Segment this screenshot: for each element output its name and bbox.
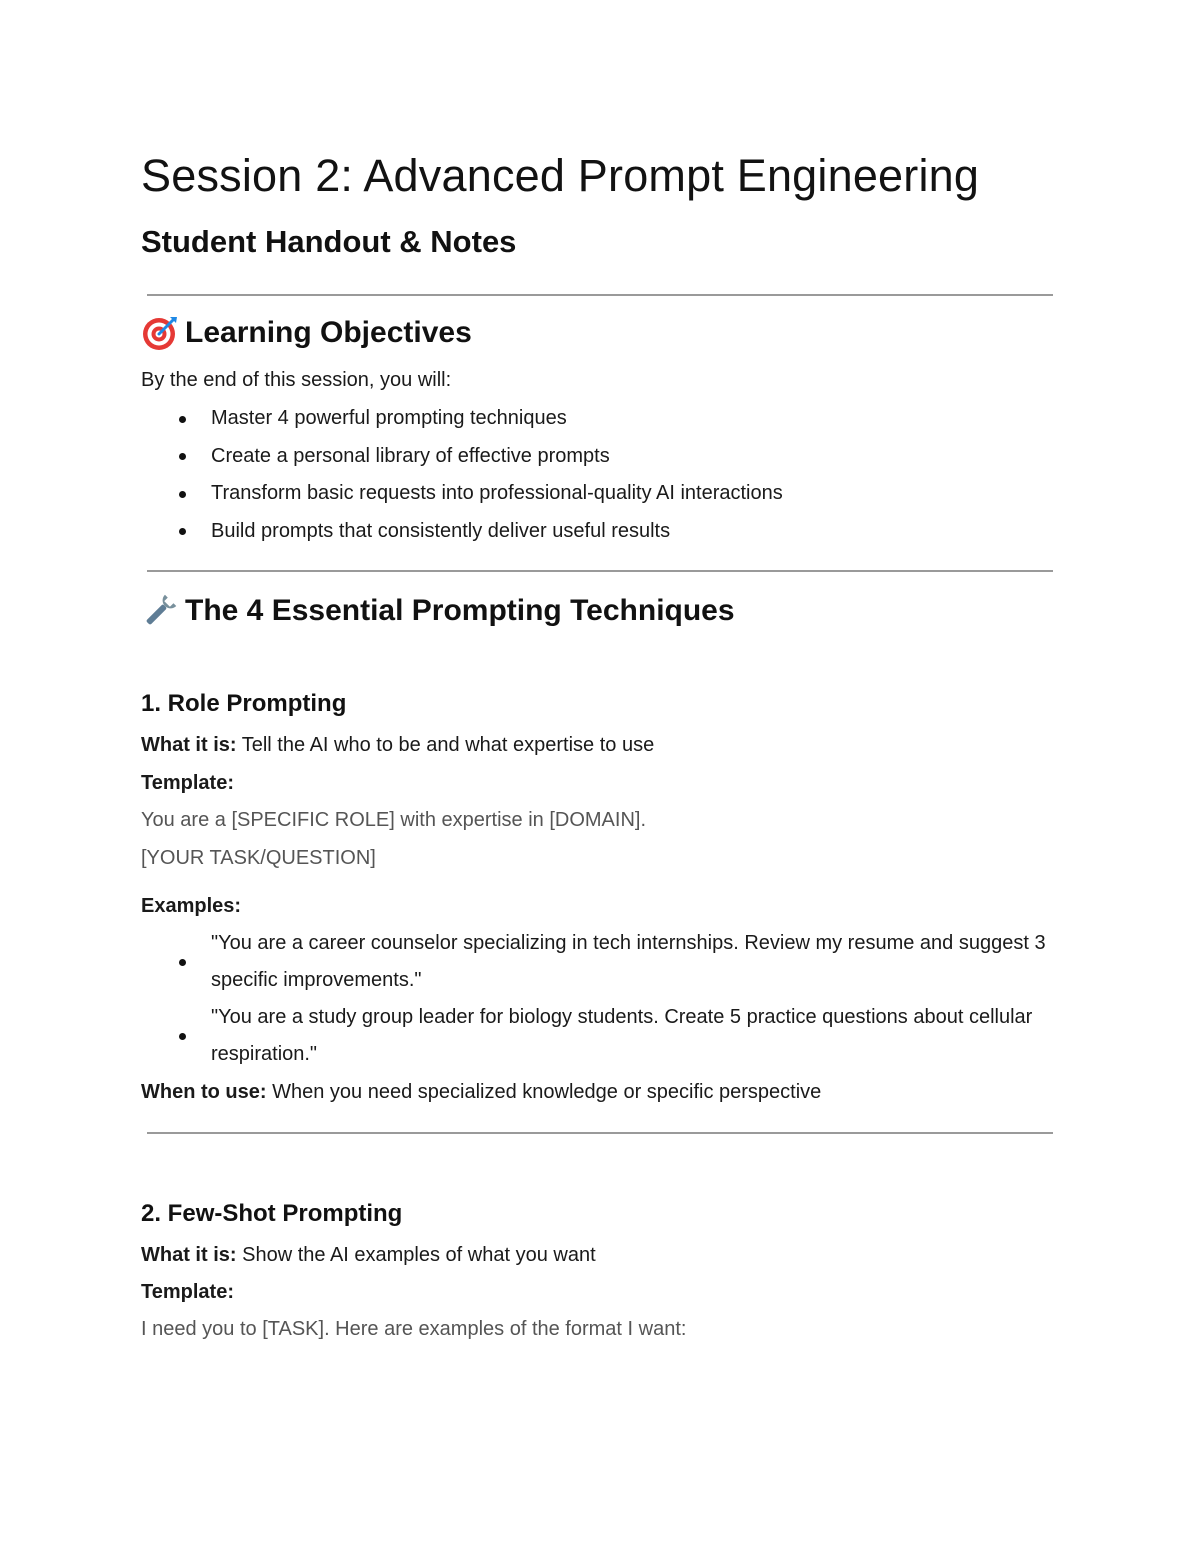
role-what-it-is	[141, 734, 654, 757]
objectives-heading-text: Learning Objectives	[185, 316, 472, 349]
role-when-to-use	[141, 1081, 821, 1104]
few-shot-what-label: What it is:	[141, 1244, 237, 1266]
role-examples-label: Examples:	[141, 895, 242, 917]
role-prompting-heading: 1. Role Prompting	[141, 690, 347, 717]
list-item: Create a personal library of effective prompts	[141, 438, 783, 476]
divider	[147, 294, 1053, 296]
divider	[147, 570, 1053, 572]
document-title: Session 2: Advanced Prompt Engineering	[141, 150, 980, 201]
list-item: "You are a study group leader for biology students. Create 5 practice questions about cellular respiration."	[141, 999, 1071, 1073]
objectives-list	[141, 400, 783, 550]
wrench-icon	[141, 592, 179, 630]
role-when-text: When you need specialized knowledge or specific perspective	[266, 1081, 822, 1103]
role-template-label: Template:	[141, 772, 234, 794]
list-item: Transform basic requests into professional-quality AI interactions	[141, 475, 783, 513]
objectives-heading	[141, 314, 472, 352]
divider	[147, 1132, 1053, 1134]
role-template-line: You are a [SPECIFIC ROLE] with expertise in [DOMAIN].	[141, 809, 646, 831]
document-subtitle: Student Handout & Notes	[141, 224, 517, 259]
techniques-heading-text: The 4 Essential Prompting Techniques	[185, 594, 735, 627]
few-shot-what-text: Show the AI examples of what you want	[236, 1244, 596, 1266]
list-item: "You are a career counselor specializing in tech internships. Review my resume and suggest 3 specific improvements."	[141, 925, 1071, 999]
list-item: Master 4 powerful prompting techniques	[141, 400, 783, 438]
role-what-text: Tell the AI who to be and what expertise to use	[236, 734, 655, 756]
role-what-label: What it is:	[141, 734, 237, 756]
role-when-label: When to use:	[141, 1081, 267, 1103]
target-icon	[141, 314, 179, 352]
few-shot-template-label: Template:	[141, 1281, 234, 1303]
few-shot-what-it-is	[141, 1244, 596, 1267]
role-template-line: [YOUR TASK/QUESTION]	[141, 847, 376, 869]
list-item: Build prompts that consistently deliver useful results	[141, 513, 783, 551]
role-examples-list	[141, 925, 1071, 1073]
objectives-intro: By the end of this session, you will:	[141, 369, 452, 391]
techniques-heading	[141, 592, 735, 630]
few-shot-heading: 2. Few-Shot Prompting	[141, 1200, 403, 1227]
few-shot-template-line: I need you to [TASK]. Here are examples of the format I want:	[141, 1318, 687, 1340]
